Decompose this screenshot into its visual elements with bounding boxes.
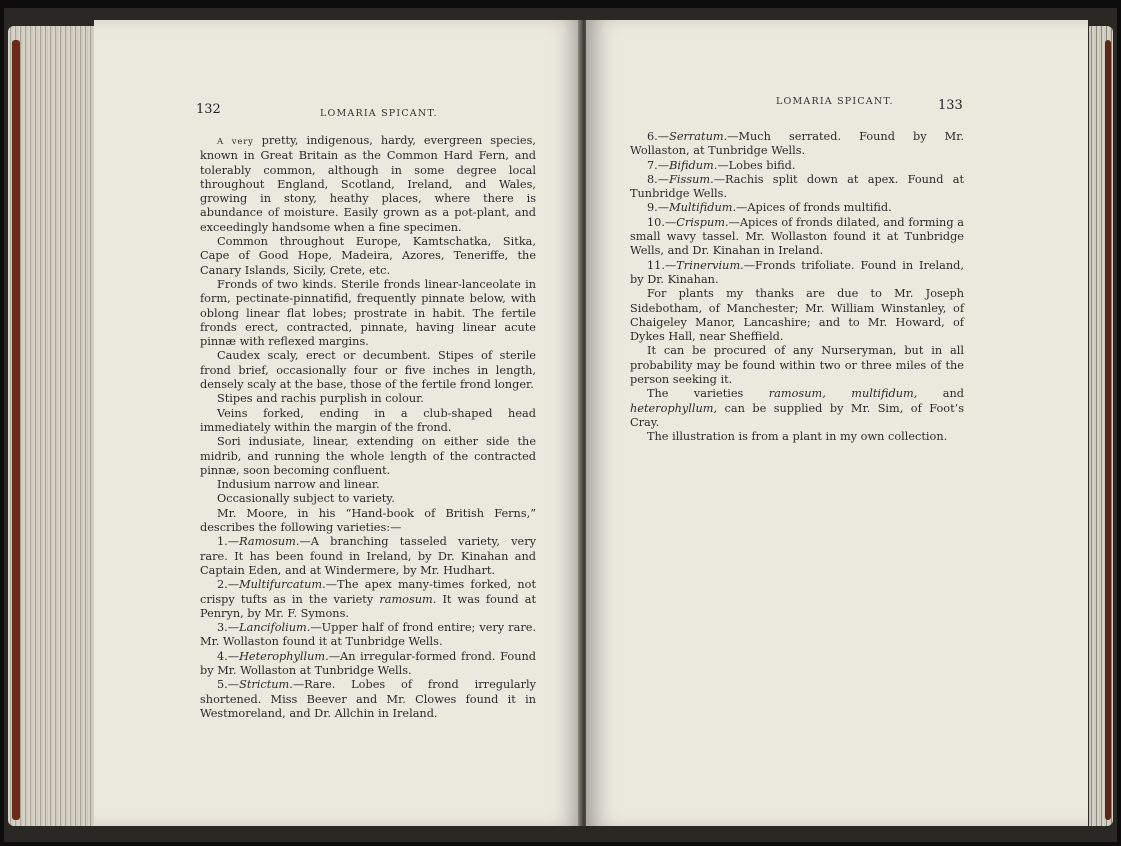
left-page	[94, 20, 582, 826]
running-head-left: LOMARIA SPICANT.	[320, 108, 438, 119]
running-head-right: LOMARIA SPICANT.	[776, 96, 894, 107]
page-number-right: 133	[938, 98, 963, 113]
variety-entry: 6.—Serratum.—Much serrated. Found by Mr. Wollaston, at Tunbridge Wells.	[630, 130, 964, 158]
variety-entry: 8.—Fissum.—Rachis split down at apex. Found at Tunbridge Wells.	[630, 172, 964, 201]
binding-right	[1105, 40, 1111, 820]
paragraph: Sori indusiate, linear, extending on either side the midrib, and running the whole length of the contracted pinnæ, soon becoming confluent.	[200, 435, 536, 477]
paragraph: The illustration is from a plant in my own collection.	[647, 430, 948, 444]
paragraph: It can be procured of any Nurseryman, but in all probability may be found within two or three miles of the person seeking it.	[630, 344, 964, 387]
paragraph: Mr. Moore, in his “Hand-book of British Ferns,” describes the following varieties:—	[200, 506, 536, 535]
paragraph: Caudex scaly, erect or decumbent. Stipes of sterile frond brief, occasionally four or five inches in length, densely scaly at the base, those of the fertile frond longer.	[200, 349, 536, 392]
paragraph: Common throughout Europe, Kamtschatka, Sitka, Cape of Good Hope, Madeira, Azores, Teneriffe, the Canary Islands, Sicily, Crete, etc.	[200, 235, 536, 277]
paragraph: Occasionally subject to variety.	[217, 492, 395, 506]
variety-entry: 3.—Lancifolium.—Upper half of frond entire; very rare. Mr. Wollaston found it at Tunbridge Wells.	[200, 621, 536, 649]
page-edges-left	[8, 26, 100, 826]
right-page	[586, 20, 1088, 826]
variety-entry: 9.—Multifidum.—Apices of fronds multifid.	[647, 201, 892, 215]
variety-entry: 5.—Strictum.—Rare. Lobes of frond irregularly shortened. Miss Beever and Mr. Clowes found it in Westmoreland, and Dr. Allchin in Ireland.	[200, 678, 536, 720]
paragraph: Fronds of two kinds. Sterile fronds linear-lanceolate in form, pectinate-pinnatifid, frequently pinnate below, with oblong linear flat lobes; prostrate in habit. The fertile fronds erect, contracted, pinnate, having linear acute pinnæ with reflexed margins.	[200, 277, 536, 349]
paragraph: Stipes and rachis purplish in colour.	[217, 392, 424, 406]
paragraph: The varieties ramosum, multifidum, and heterophyllum, can be supplied by Mr. Sim, of Foot’s Cray.	[630, 387, 964, 429]
paragraph: For plants my thanks are due to Mr. Joseph Sidebotham, of Manchester; Mr. William Winstanley, of Chaigeley Manor, Lancashire; and to Mr. Howard, of Dykes Hall, near Sheffield.	[630, 287, 964, 344]
paragraph: A very pretty, indigenous, hardy, evergreen species, known in Great Britain as the Common Hard Fern, and tolerably common, although in some degree local throughout England, Scotland, Ireland, and Wales, growing in stony, heathy places, where there is abundance of moisture. Easily grown as a pot-plant, and exceedingly handsome when a fine specimen.	[200, 134, 536, 234]
variety-entry: 10.—Crispum.—Apices of fronds dilated, and forming a small wavy tassel. Mr. Wollaston found it at Tunbridge Wells, and Dr. Kinahan in Ireland.	[630, 215, 964, 258]
variety-entry: 11.—Trinervium.—Fronds trifoliate. Found in Ireland, by Dr. Kinahan.	[630, 258, 964, 286]
left-page-body	[200, 134, 536, 721]
variety-entry: 2.—Multifurcatum.—The apex many-times forked, not crispy tufts as in the variety ramosum. It was found at Penryn, by Mr. F. Symons.	[200, 578, 536, 620]
paragraph: Indusium narrow and linear.	[217, 478, 380, 492]
binding-left	[12, 40, 20, 820]
page-number-left: 132	[196, 102, 221, 117]
right-page-body	[630, 130, 964, 445]
variety-entry: 4.—Heterophyllum.—An irregular-formed frond. Found by Mr. Wollaston at Tunbridge Wells.	[200, 649, 536, 677]
variety-entry: 1.—Ramosum.—A branching tasseled variety, very rare. It has been found in Ireland, by Dr. Kinahan and Captain Eden, and at Windermere, by Mr. Hudhart.	[200, 535, 536, 577]
variety-entry: 7.—Bifidum.—Lobes bifid.	[647, 158, 796, 172]
paragraph: Veins forked, ending in a club-shaped head immediately within the margin of the frond.	[200, 406, 536, 434]
